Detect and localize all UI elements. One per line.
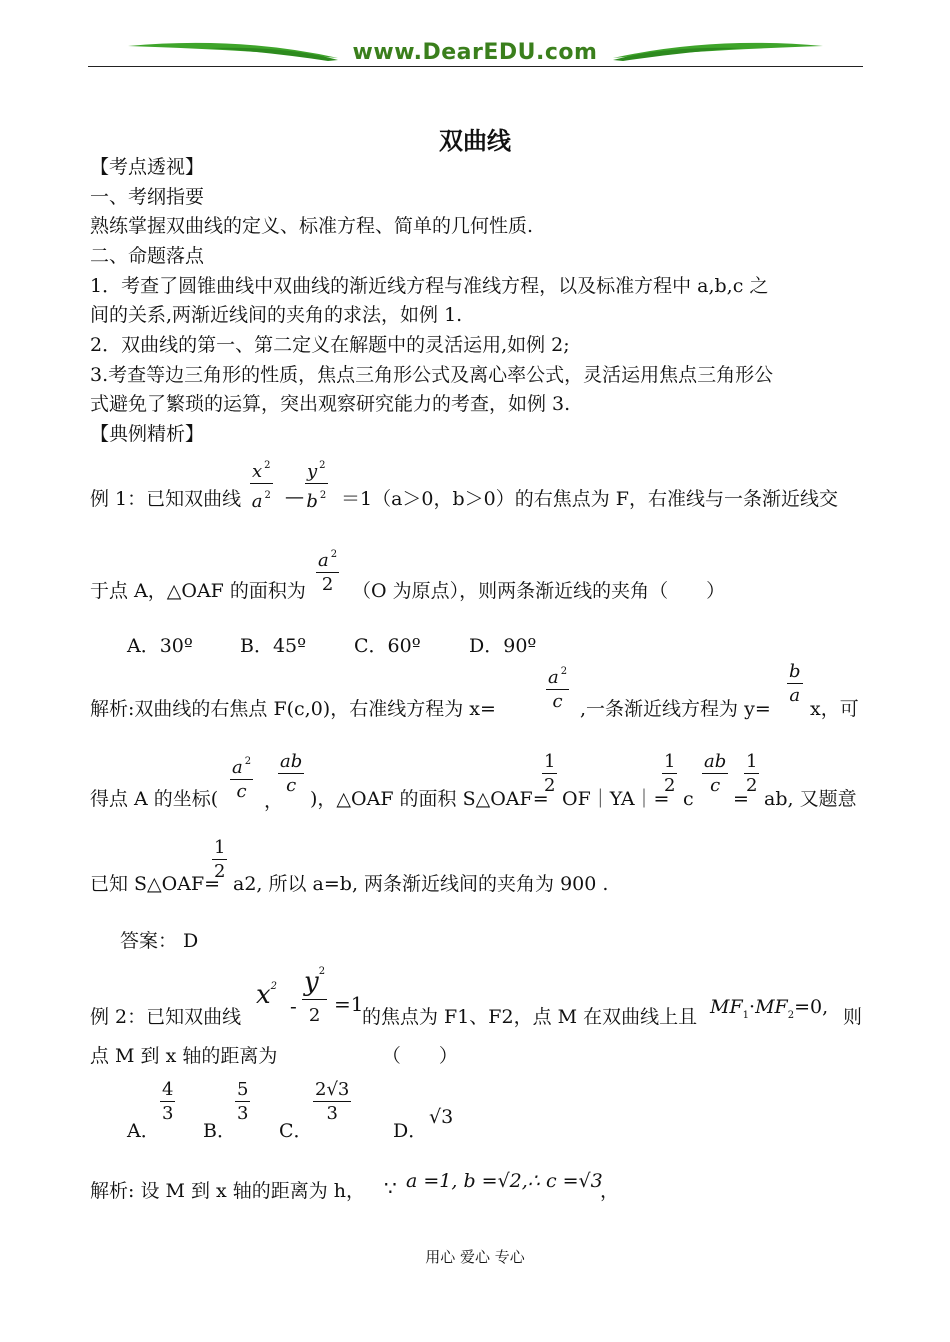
solution-1-text: 解析:双曲线的右焦点 F(c,0)，右准线方程为 x= bbox=[90, 698, 496, 720]
solution-1-line3: 已知 S△OAF= bbox=[90, 873, 221, 895]
fraction-y2-b2: $\frac{y ^2}{b ^2}$ bbox=[305, 456, 328, 512]
example-1-line2: 于点 A，△OAF 的面积为 bbox=[90, 580, 306, 602]
fraction-2root3-3: $\frac{2√3}{3}$ bbox=[315, 1079, 350, 1124]
solution-1-c: c bbox=[683, 788, 694, 810]
solution-1-line3-cont: a2, 所以 a=b, 两条渐近线间的夹角为 900 . bbox=[233, 873, 609, 895]
fraction-ab-c-2: $\frac{ab}{c}$ bbox=[704, 751, 727, 796]
fraction-half-2: $\frac{1}{2}$ bbox=[664, 751, 676, 796]
solution-1-line2-abs: OF｜YA｜= bbox=[562, 788, 670, 810]
fraction-4-3: $\frac{4}{3}$ bbox=[162, 1079, 174, 1124]
root-3: √3 bbox=[429, 1106, 454, 1128]
section-heading: 【考点透视】 bbox=[90, 156, 205, 178]
solution-2-text: 解析: 设 M 到 x 轴的距离为 h， bbox=[90, 1180, 366, 1202]
fraction-ab-c: $\frac{ab}{c}$ bbox=[280, 751, 303, 796]
option-b: B．45º bbox=[240, 635, 307, 657]
option-a: A．30º bbox=[127, 635, 193, 657]
paragraph: 式避免了繁琐的运算，突出观察研究能力的考查，如例 3. bbox=[90, 393, 571, 415]
solution-1-text-end: x，可 bbox=[810, 698, 859, 720]
section-heading: 【典例精析】 bbox=[90, 423, 205, 445]
minus-sign: — bbox=[285, 486, 304, 508]
site-name: www.DearEDU.com bbox=[352, 40, 598, 65]
fraction-half: $\frac{1}{2}$ bbox=[544, 751, 556, 796]
subheading: 二、命题落点 bbox=[90, 245, 205, 267]
option-c: C．60º bbox=[354, 635, 421, 657]
x-squared: $x^2$ bbox=[256, 980, 278, 1010]
subheading: 一、考纲指要 bbox=[90, 186, 205, 208]
paragraph: 间的关系,两渐近线间的夹角的求法，如例 1. bbox=[90, 304, 463, 326]
fraction-half-3: $\frac{1}{2}$ bbox=[746, 751, 758, 796]
solution-1-eq: = bbox=[733, 788, 749, 810]
fraction-y2-2: $y^2$ 2 bbox=[302, 958, 327, 1030]
paragraph: 1．考查了圆锥曲线中双曲线的渐近线方程与准线方程，以及标准方程中 a,b,c 之 bbox=[90, 275, 769, 297]
example-2-line2: 点 M 到 x 轴的距离为 （ ） bbox=[90, 1045, 458, 1067]
paragraph: 2．双曲线的第一、第二定义在解题中的灵活运用,如例 2; bbox=[90, 334, 570, 356]
example-2-text-end: 则 bbox=[843, 1006, 863, 1028]
fraction-b-a: $\frac{b}{a}$ bbox=[789, 661, 801, 706]
solution-1-line2: 得点 A 的坐标( bbox=[90, 788, 219, 810]
example-1-text-cont: ＝1（a＞0，b＞0）的右焦点为 F，右准线与一条渐近线交 bbox=[341, 488, 838, 510]
paragraph: 熟练掌握双曲线的定义、标准方程、简单的几何性质. bbox=[90, 215, 534, 237]
fraction-a2-c: $\frac{a ^2}{c}$ bbox=[546, 662, 569, 712]
page-title: 双曲线 bbox=[439, 127, 511, 155]
option-c: C． bbox=[279, 1120, 313, 1142]
comma: ， bbox=[264, 790, 284, 812]
example-1-label: 例 1：已知双曲线 bbox=[90, 488, 242, 510]
solution-1-line2-end: ab, 又题意 bbox=[764, 788, 857, 810]
fraction-x2-a2: $\frac{x ^2}{a ^2}$ bbox=[250, 456, 273, 512]
option-d: D．90º bbox=[469, 635, 537, 657]
fraction-a2-c-2: $\frac{a ^2}{c}$ bbox=[230, 752, 253, 802]
fraction-5-3: $\frac{5}{3}$ bbox=[237, 1079, 249, 1124]
answer-1: 答案： D bbox=[120, 930, 199, 952]
option-a: A． bbox=[127, 1120, 160, 1142]
header-divider bbox=[88, 66, 863, 67]
option-b: B． bbox=[203, 1120, 236, 1142]
example-1-line2-cont: （O 为原点），则两条渐近线的夹角（ ） bbox=[352, 580, 726, 602]
because-symbol: ∵ bbox=[384, 1176, 397, 1200]
vector-product: $MF_1\cdot MF_2=0$, bbox=[710, 996, 829, 1021]
fraction-half-4: $\frac{1}{2}$ bbox=[214, 837, 226, 882]
solution-2-math: a =1, b =√2,∴ c =√3 bbox=[406, 1170, 603, 1192]
example-1-text bbox=[90, 486, 241, 512]
page-footer: 用心 爱心 专心 bbox=[425, 1248, 525, 1266]
solution-2-comma: ， bbox=[600, 1180, 620, 1202]
example-2-text: 例 2：已知双曲线 bbox=[90, 1006, 242, 1028]
fraction-a2-2: $\frac{a ^2}{2}$ bbox=[316, 545, 339, 595]
solution-1-text-mid: ,一条渐近线方程为 y= bbox=[580, 698, 771, 720]
example-2-text-mid: 的焦点为 F1、F2，点 M 在双曲线上且 bbox=[362, 1006, 698, 1028]
solution-1-line2-mid: )，△OAF 的面积 S△OAF= bbox=[310, 788, 549, 810]
minus-sign-2: - bbox=[290, 994, 297, 1018]
paragraph: 3.考查等边三角形的性质，焦点三角形公式及离心率公式，灵活运用焦点三角形公 bbox=[90, 364, 774, 386]
equals-one: =1 bbox=[334, 992, 364, 1016]
option-d: D． bbox=[393, 1120, 428, 1142]
